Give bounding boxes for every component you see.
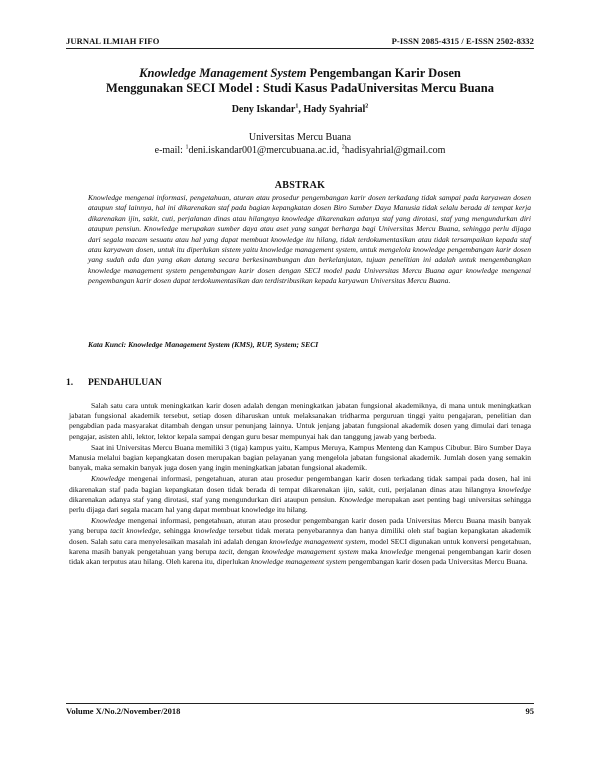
p4-text-c: tersebut tidak merata penyebarannya dan hanya dimiliki oleh staf bagian kepangkatan akademik dosen. Salah satu cara menyelesaikan masalah ini adalah dengan <box>69 526 531 546</box>
section-heading <box>66 378 162 388</box>
author-2: Hady Syahrial <box>303 104 366 115</box>
journal-name: JURNAL ILMIAH FIFO <box>66 36 160 46</box>
p4-em6: knowledge management system <box>261 546 359 556</box>
email-2: hadisyahrial@gmail.com <box>344 145 446 156</box>
p4-em7: knowledge <box>380 546 413 556</box>
body-text <box>69 401 531 568</box>
p3-em3: Knowledge <box>339 494 374 504</box>
author-2-mark: 2 <box>365 103 369 110</box>
running-footer <box>66 706 534 718</box>
institution: Universitas Mercu Buana <box>248 132 352 143</box>
p4-text-e: , dengan <box>232 546 262 556</box>
p4-text-g: mengenai pengembangan karir dosen tidak akan terputus atau hilang. Oleh karena itu, diperlukan <box>69 546 531 567</box>
title-italic: Knowledge Management System <box>139 66 307 80</box>
p4-em8: knowledge management system <box>250 557 347 567</box>
p3-text-c: merupakan aset penting bagi universitas sehingga perlu dijaga dari segala macam hal yang dapat membuat knowledge itu hilang. <box>69 494 531 515</box>
email-label: e-mail: <box>154 145 186 156</box>
header-rule <box>66 48 534 49</box>
section-title: PENDAHULUAN <box>88 378 162 388</box>
keywords: Kata Kunci: Knowledge Management System (KMS), RUP, System; SECI <box>88 340 319 349</box>
p4-text-a: mengenai informasi, pengetahuan, aturan atau prosedur pengembangan karir dosen pada Universitas Mercu Buana masih banyak yang berupa <box>69 516 531 536</box>
abstract-heading: ABSTRAK <box>274 180 326 191</box>
title-line1-rest: Pengembangan Karir Dosen <box>306 66 461 80</box>
p4-em3: knowledge <box>193 526 226 536</box>
p3-text-b: dikarenakan adanya staf yang dirotasi, staf yang mengundurkan diri ataupun pensiun. <box>69 494 340 504</box>
email-1: deni.iskandar001@mercubuana.ac.id, <box>188 145 342 156</box>
footer-rule <box>66 703 534 704</box>
title-line-2: Menggunakan SECI Model : Studi Kasus PadaUniversitas Mercu Buana <box>105 81 495 95</box>
author-list <box>66 104 534 115</box>
paragraph-2: Saat ini Universitas Mercu Buana memiliki 3 (tiga) kampus yaitu, Kampus Meruya, Kampus Menteng dan Kampus Cibubur. Biro Sumber Daya Manusia melalui bagian kepangkatan dosen merupakan bagian pelayanan yang mengelola jabatan fungsional akademik. Jumlah dosen yang semakin banyak, maka semakin banyak juga dosen yang ingin meningkatkan jabatan fungsional akademik. <box>69 442 531 473</box>
p4-text-d: , model SECI digunakan untuk konversi pengetahuan, karena masih banyak pengetahuan yang berupa <box>69 536 531 556</box>
p4-em5: tacit <box>219 546 233 556</box>
volume-label: Volume X/No.2/November/2018 <box>66 706 181 716</box>
p4-text-h: pengembangan karir dosen pada Universitas Mercu Buana. <box>346 557 528 567</box>
author-1-mark: 1 <box>295 103 299 110</box>
title-line-1 <box>66 66 534 81</box>
author-1: Deny Iskandar <box>231 104 296 115</box>
p4-text-f: maka <box>358 546 381 556</box>
author-separator: , <box>298 104 304 115</box>
p4-text-b: , sehingga <box>158 526 194 536</box>
page-number: 95 <box>525 706 534 716</box>
email-2-mark: 2 <box>341 144 345 151</box>
paragraph-3 <box>69 474 531 515</box>
p4-em2: tacit knowledge <box>110 526 159 536</box>
p4-em: Knowledge <box>91 516 126 526</box>
paragraph-4 <box>69 516 531 567</box>
p4-em4: knowledge management system <box>269 536 366 546</box>
abstract-text: Knowledge mengenai informasi, pengetahuan, aturan atau prosedur pengembangan karir dosen terkadang tidak sampai pada karyawan dosen ataupun staf lainnya, hal ini dikarenakan staf pada bagian kepangkatan dosen Biro Sumber Daya Manusia tidak selalu berada di tempat kerja dikarenakan ijin, sakit, cuti, perjalanan dinas atau hilangnya knowledge dikarenakan adanya staf yang dirotasi, staf yang mengundurkan diri ataupun pensiun. Knowledge merupakan sumber daya atau aset yang sangat berharga bagi Universitas Mercu Buana, sehingga perlu dijaga dari segala macam sesuatu atau hal yang dapat membuat knowledge itu hilang, tidak terdokumentasikan atau tidak tersampaikan kepada staf atau karyawan dosen, untuk itu diperlukan sistem yaitu knowledge management system, untuk mengelola knowledge pengembangan karir dosen yang sudah ada dan yang akan datang secara berkesinambungan dan berkelanjutan, tujuan penelitian ini adalah untuk mengembangkan knowledge management system pengembangan karir dosen dengan SECI model pada Universitas Mercu Buana agar knowledge mengenai pengembangan karir dosen dapat terdokumentasikan dan terdistribusikan kepada karyawan Universitas Mercu Buana. <box>88 193 531 286</box>
p3-em: Knowledge <box>91 474 126 484</box>
running-header <box>66 36 534 48</box>
paper-title <box>66 66 534 96</box>
affiliation <box>66 131 534 157</box>
p3-em2: knowledge <box>498 484 531 494</box>
p3-text-a: mengenai informasi, pengetahuan, aturan atau prosedur pengembangan karir dosen terkadang tidak sampai pada dosen, hal ini dikarenakan staf pada bagian kepangkatan dosen tidak berada di tempat dikarenakan ijin, sakit, cuti, perjalanan dinas atau hilangnya <box>69 474 531 494</box>
email-1-mark: 1 <box>185 144 189 151</box>
issn-label: P-ISSN 2085-4315 / E-ISSN 2502-8332 <box>391 36 534 46</box>
section-number: 1. <box>66 378 74 388</box>
paragraph-1: Salah satu cara untuk meningkatkan karir dosen adalah dengan meningkatkan jabatan fungsional akademiknya, di mana untuk meningkatkan jabatan fungsional akademik tersebut, setiap dosen diharuskan untuk melaksanakan tridharma perguruan tinggi yaitu pengajaran, penelitian dan pengabdian pada masyarakat ditambah dengan unsur penunjang lainnya. Untuk jenjang jabatan fungsional akademik dosen yang dimulai dari tenaga pengajar, asisten ahli, lektor, lektor kepala sampai dengan guru besar mempunyai hak dan tanggung jawab yang berbeda. <box>69 401 531 441</box>
email-line <box>66 144 534 157</box>
